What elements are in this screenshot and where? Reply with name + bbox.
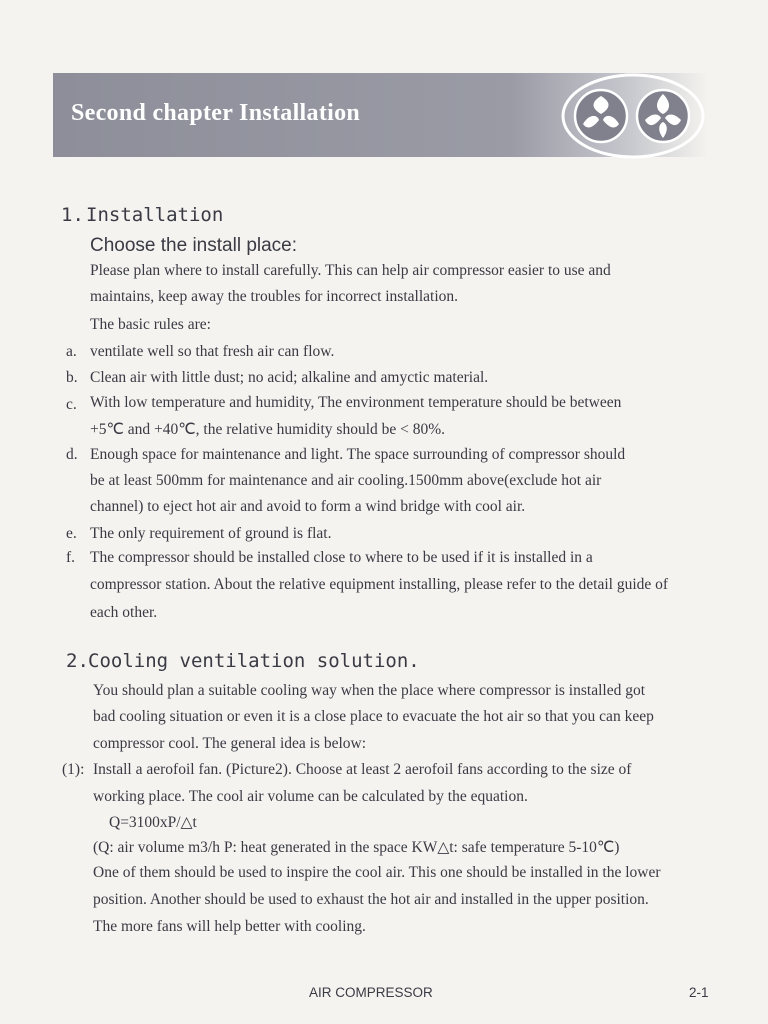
rule-text: The compressor should be installed close to where to be used if it is installed in a [90,549,593,566]
item-detail: (Q: air volume m3/h P: heat generated in the space KW△t: safe temperature 5-10℃) [93,839,620,856]
rule-text: compressor station. About the relative equipment installing, please refer to the detail guide of [90,576,669,593]
rule-text: The only requirement of ground is flat. [90,525,332,542]
rule-marker: c. [66,396,77,413]
equation: Q=3100xP/△t [109,814,197,831]
item-detail: One of them should be used to inspire the cool air. This one should be installed in the lower [93,864,661,881]
rule-text: each other. [90,604,158,621]
rule-text: channel) to eject hot air and avoid to form a wind bridge with cool air. [90,498,526,515]
page-number: 2-1 [689,985,709,1000]
section1-intro-line: Please plan where to install carefully. This can help air compressor easier to use and [90,262,611,279]
section2-number: 2. [66,650,89,672]
section2-intro-line: bad cooling situation or even it is a close place to evacuate the hot air so that you can keep [93,708,654,725]
rule-text: Clean air with little dust; no acid; alkaline and amyctic material. [90,369,489,386]
compressor-rotor-logo-icon [553,68,713,164]
rule-text: be at least 500mm for maintenance and air cooling.1500mm above(exclude hot air [90,472,602,489]
section2-intro-line: You should plan a suitable cooling way when the place where compressor is installed got [93,682,646,699]
item-detail: position. Another should be used to exhaust the hot air and installed in the upper position. [93,891,649,908]
rule-marker: e. [66,525,77,542]
rule-marker: d. [66,446,78,463]
item-marker: (1): [62,761,85,778]
section1-subheading: Choose the install place: [90,235,298,256]
item-text: Install a aerofoil fan. (Picture2). Choose at least 2 aerofoil fans according to the size of [93,761,632,778]
rule-text: Enough space for maintenance and light. The space surrounding of compressor should [90,446,626,463]
section1-number: 1. [61,204,84,226]
rule-text: ventilate well so that fresh air can flow. [90,343,335,360]
item-detail: The more fans will help better with cooling. [93,918,366,935]
footer-caption: AIR COMPRESSOR [309,985,433,1000]
section2-intro-line: compressor cool. The general idea is below: [93,735,367,752]
rule-marker: b. [66,369,78,386]
chapter-title: Second chapter Installation [71,100,361,126]
section1-heading: Installation [86,204,224,226]
rule-text: +5℃ and +40℃, the relative humidity should be < 80%. [90,421,446,438]
item-text: working place. The cool air volume can be calculated by the equation. [93,788,528,805]
section2-heading: Cooling ventilation solution. [88,650,420,672]
rule-marker: f. [66,549,76,566]
chapter-banner [53,73,708,157]
section1-intro-line: The basic rules are: [90,316,211,333]
section1-intro-line: maintains, keep away the troubles for incorrect installation. [90,288,459,305]
rule-marker: a. [66,343,77,360]
rule-text: With low temperature and humidity, The environment temperature should be between [90,394,622,411]
